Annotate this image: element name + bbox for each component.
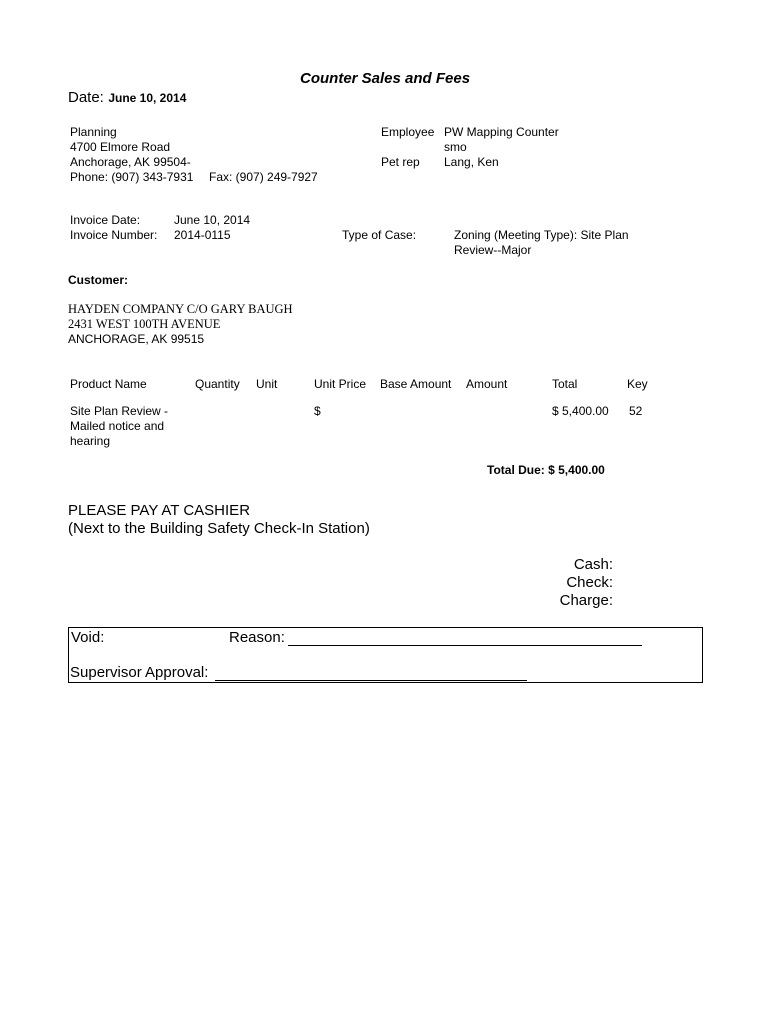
total-due-line — [487, 463, 605, 477]
total-due-value: $ 5,400.00 — [548, 463, 605, 477]
pay-line2: (Next to the Building Safety Check-In Station) — [68, 520, 370, 537]
date-label: Date: — [68, 89, 104, 106]
supervisor-approval-label: Supervisor Approval: — [70, 664, 209, 681]
header-total: Total — [552, 377, 578, 391]
row-total: $ 5,400.00 — [552, 404, 609, 418]
customer-label: Customer: — [68, 273, 129, 287]
charge-label: Charge: — [559, 592, 613, 609]
total-due-label: Total Due: — [487, 463, 545, 477]
row-product-line1: Site Plan Review - — [70, 404, 169, 418]
reason-input-line[interactable] — [288, 645, 642, 646]
void-label: Void: — [71, 629, 105, 646]
office-address1: 4700 Elmore Road — [70, 140, 171, 154]
header-unit: Unit — [256, 377, 278, 391]
pay-line1: PLEASE PAY AT CASHIER — [68, 502, 251, 519]
customer-line3: ANCHORAGE, AK 99515 — [68, 332, 205, 346]
row-unit-price: $ — [314, 404, 321, 418]
employee-value2: smo — [444, 140, 467, 154]
employee-value1: PW Mapping Counter — [444, 125, 559, 139]
office-phone: Phone: (907) 343-7931 — [70, 170, 194, 184]
page-title: Counter Sales and Fees — [300, 70, 471, 87]
invoice-date-label: Invoice Date: — [70, 213, 141, 227]
row-product-line3: hearing — [70, 434, 111, 448]
cash-label: Cash: — [573, 556, 613, 573]
customer-line2: 2431 WEST 100TH AVENUE — [68, 317, 221, 331]
header-quantity: Quantity — [195, 377, 240, 391]
pet-rep-label: Pet rep — [381, 155, 420, 169]
check-label: Check: — [566, 574, 613, 591]
office-address2: Anchorage, AK 99504- — [70, 155, 191, 169]
office-name: Planning — [70, 125, 117, 139]
customer-line1: HAYDEN COMPANY C/O GARY BAUGH — [68, 302, 293, 316]
row-product-line2: Mailed notice and — [70, 419, 165, 433]
employee-label: Employee — [381, 125, 435, 139]
row-key: 52 — [629, 404, 643, 418]
case-type-value1: Zoning (Meeting Type): Site Plan — [454, 228, 629, 242]
header-base-amount: Base Amount — [380, 377, 452, 391]
case-type-value2: Review--Major — [454, 243, 532, 257]
invoice-date-value: June 10, 2014 — [174, 213, 251, 227]
header-unit-price: Unit Price — [314, 377, 367, 391]
reason-label: Reason: — [229, 629, 285, 646]
office-fax: Fax: (907) 249-7927 — [209, 170, 318, 184]
invoice-number-label: Invoice Number: — [70, 228, 158, 242]
supervisor-approval-input-line[interactable] — [215, 680, 527, 681]
header-product-name: Product Name — [70, 377, 147, 391]
date-value: June 10, 2014 — [108, 91, 187, 105]
date-line — [68, 89, 186, 107]
header-key: Key — [627, 377, 648, 391]
header-amount: Amount — [466, 377, 508, 391]
case-type-label: Type of Case: — [342, 228, 417, 242]
invoice-number-value: 2014-0115 — [174, 228, 231, 242]
pet-rep-value: Lang, Ken — [444, 155, 499, 169]
